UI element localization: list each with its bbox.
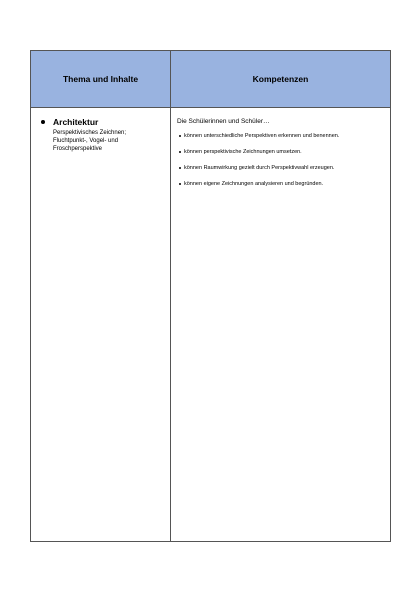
competencies-cell — [171, 108, 391, 542]
table-header-row — [31, 51, 391, 108]
list-item-text: können unterschiedliche Perspektiven erkennen und benennen. — [184, 133, 340, 139]
list-item — [177, 180, 386, 188]
list-item — [177, 132, 386, 140]
header-topics: Thema und Inhalte — [31, 51, 171, 108]
list-item — [177, 148, 386, 156]
table-row — [31, 108, 391, 542]
topic-cell — [31, 108, 171, 542]
list-item-text: können eigene Zeichnungen analysieren und begründen. — [184, 181, 324, 187]
bullet-icon — [179, 151, 181, 153]
bullet-icon — [179, 135, 181, 137]
topic-block — [31, 108, 170, 153]
list-item-text: können Raumwirkung gezielt durch Perspektivwahl erzeugen. — [184, 165, 335, 171]
bullet-icon — [41, 120, 45, 124]
bullet-icon — [179, 167, 181, 169]
header-competencies: Kompetenzen — [171, 51, 391, 108]
competencies-list — [177, 132, 386, 188]
topic-title: Architektur — [53, 117, 99, 127]
bullet-icon — [179, 183, 181, 185]
list-item-text: können perspektivische Zeichnungen umsetzen. — [184, 149, 302, 155]
topic-description: Perspektivisches Zeichnen; Fluchtpunkt-, Vogel- und Froschperspektive — [53, 130, 127, 152]
curriculum-table — [30, 50, 391, 542]
competencies-intro: Die Schülerinnen und Schüler… — [177, 118, 270, 125]
list-item — [177, 164, 386, 172]
competencies-block — [171, 108, 390, 188]
